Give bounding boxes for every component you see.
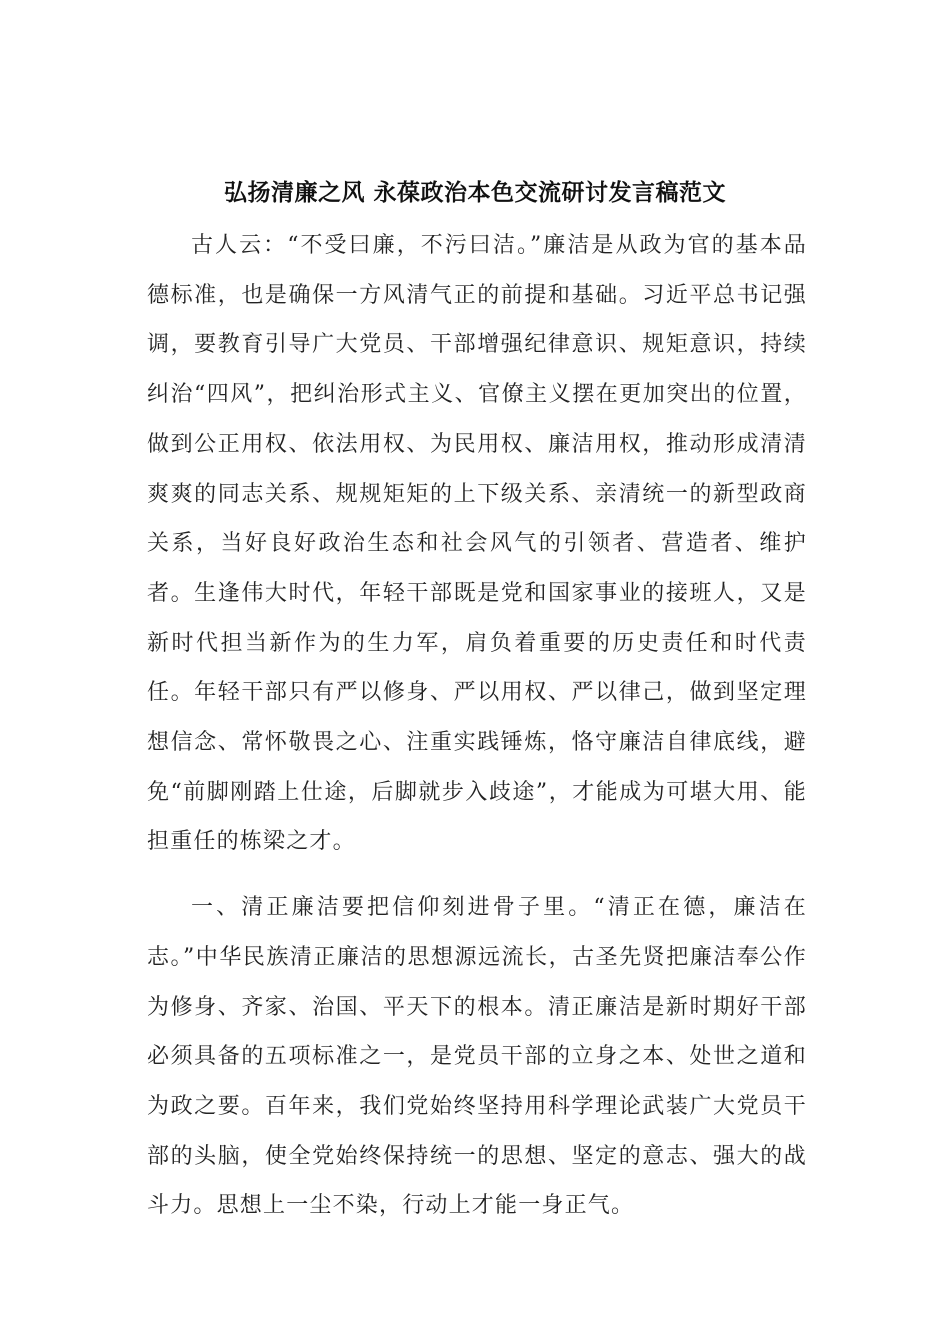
document-title: 弘扬清廉之风 永葆政治本色交流研讨发言稿范文	[223, 180, 726, 207]
document-body	[147, 221, 807, 1231]
paragraph-intro: 古人云：“不受曰廉，不污曰洁。”廉洁是从政为官的基本品德标准，也是确保一方风清气正的前提和基础。习近平总书记强调，要教育引导广大党员、干部增强纪律意识、规矩意识，持续纠治“四风”，把纠治形式主义、官僚主义摆在更加突出的位置，做到公正用权、依法用权、为民用权、廉洁用权，推动形成清清爽爽的同志关系、规规矩矩的上下级关系、亲清统一的新型政商关系，当好良好政治生态和社会风气的引领者、营造者、维护者。生逢伟大时代，年轻干部既是党和国家事业的接班人，又是新时代担当新作为的生力军，肩负着重要的历史责任和时代责任。年轻干部只有严以修身、严以用权、严以律己，做到坚定理想信念、常怀敬畏之心、注重实践锤炼，恪守廉洁自律底线，避免“前脚刚踏上仕途，后脚就步入歧途”，才能成为可堪大用、能担重任的栋梁之才。	[147, 233, 807, 855]
paragraph-section-one: 一、清正廉洁要把信仰刻进骨子里。“清正在德，廉洁在志。”中华民族清正廉洁的思想源远流长，古圣先贤把廉洁奉公作为修身、齐家、治国、平天下的根本。清正廉洁是新时期好干部必须具备的五项标准之一，是党员干部的立身之本、处世之道和为政之要。百年来，我们党始终坚持用科学理论武装广大党员干部的头脑，使全党始终保持统一的思想、坚定的意志、强大的战斗力。思想上一尘不染，行动上才能一身正气。	[147, 895, 807, 1219]
